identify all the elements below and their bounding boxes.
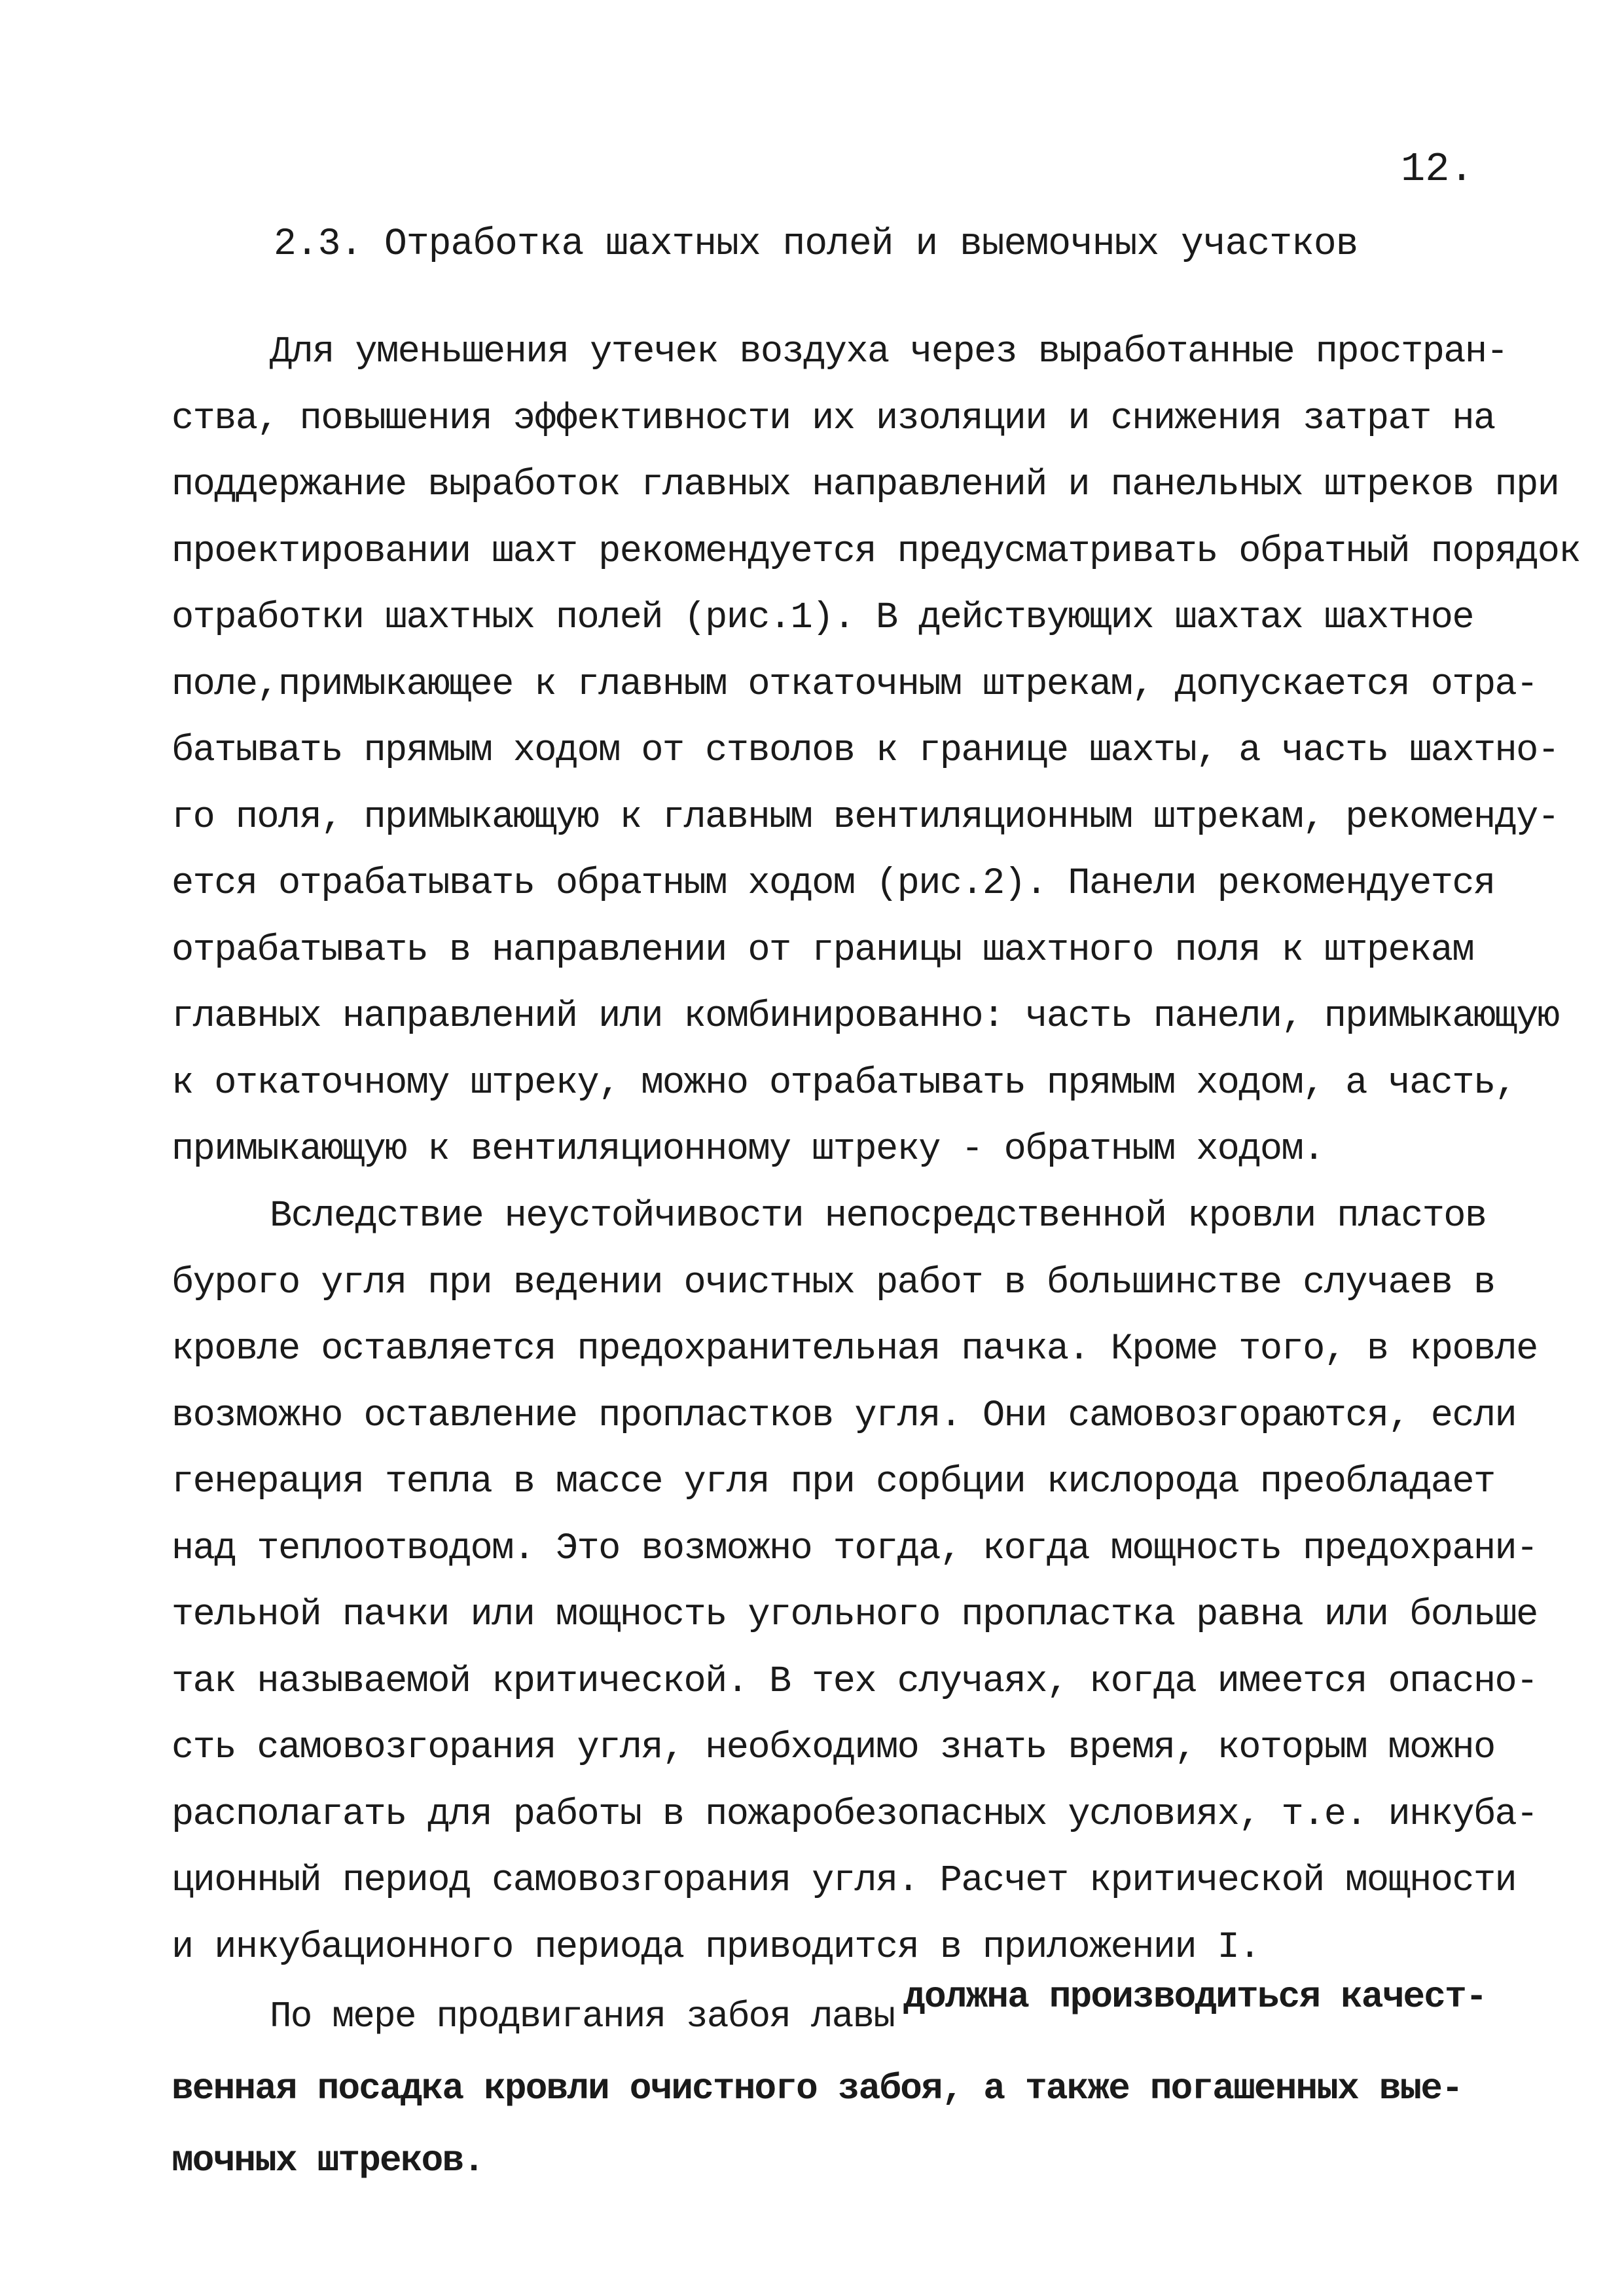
paragraph-line: к откаточному штреку, можно отрабатывать прямым ходом, а часть, [171,1062,1517,1104]
paragraph-line: над теплоотводом. Это возможно тогда, когда мощность предохрани- [171,1527,1538,1570]
section-heading: 2.3. Отработка шахтных полей и выемочных участков [274,223,1358,266]
paragraph-line: располагать для работы в пожаробезопасных условиях, т.е. инкуба- [171,1793,1538,1836]
paragraph-line: мочных штреков. [171,2140,484,2181]
paragraph-line: Вследствие неустойчивости непосредственной кровли пластов [270,1195,1487,1237]
paragraph-line: ется отрабатывать обратным ходом (рис.2). Панели рекомендуется [171,863,1495,905]
paragraph-line: отработки шахтных полей (рис.1). В действующих шахтах шахтное [171,597,1473,639]
paragraph-line: бурого угля при ведении очистных работ в большинстве случаев в [171,1262,1495,1304]
paragraph-line-raised: должна производиться качест- [903,1976,1487,2018]
paragraph-line: ционный период самовозгорания угля. Расчет критической мощности [171,1860,1517,1902]
paragraph-line: поддержание выработок главных направлений и панельных штреков при [171,464,1559,506]
paragraph-line: отрабатывать в направлении от границы шахтного поля к штрекам [171,929,1473,972]
paragraph-line: возможно оставление пропластков угля. Они самовозгораются, если [171,1394,1517,1437]
paragraph-line: проектировании шахт рекомендуется предусматривать обратный порядок [171,530,1580,573]
paragraph-line: главных направлений или комбинированно: часть панели, примыкающую [171,996,1559,1038]
page-number: 12. [1401,146,1474,192]
paragraph-line: кровле оставляется предохранительная пачка. Кроме того, в кровле [171,1328,1538,1370]
paragraph-line: Для уменьшения утечек воздуха через выработанные простран- [270,331,1508,373]
paragraph-line [171,1976,1507,2052]
paragraph-line: и инкубационного периода приводится в приложении I. [171,1926,1260,1969]
paragraph-line: так называемой критической. В тех случаях, когда имеется опасно- [171,1660,1538,1703]
paragraph-line: го поля, примыкающую к главным вентиляционным штрекам, рекоменду- [171,796,1559,839]
paragraph-line: венная посадка кровли очистного забоя, а также погашенных вые- [171,2068,1462,2109]
paragraph-line: батывать прямым ходом от стволов к границе шахты, а часть шахтно- [171,730,1559,772]
paragraph-line: тельной пачки или мощность угольного пропластка равна или больше [171,1594,1538,1636]
paragraph-line: сть самовозгорания угля, необходимо знать время, которым можно [171,1727,1495,1769]
paragraph-2 [171,1184,1538,1981]
paragraph-line-start: По мере продвигания забоя лавы [270,1995,895,2037]
paragraph-1 [171,319,1580,1184]
paragraph-line: ства, повышения эффективности их изоляции и снижения затрат на [171,397,1495,440]
paragraph-3 [171,1976,1507,2196]
paragraph-line: генерация тепла в массе угля при сорбции кислорода преобладает [171,1461,1495,1503]
paragraph-line: поле,примыкающее к главным откаточным штрекам, допускается отра- [171,663,1538,706]
paragraph-line: примыкающую к вентиляционному штреку - обратным ходом. [171,1129,1324,1171]
